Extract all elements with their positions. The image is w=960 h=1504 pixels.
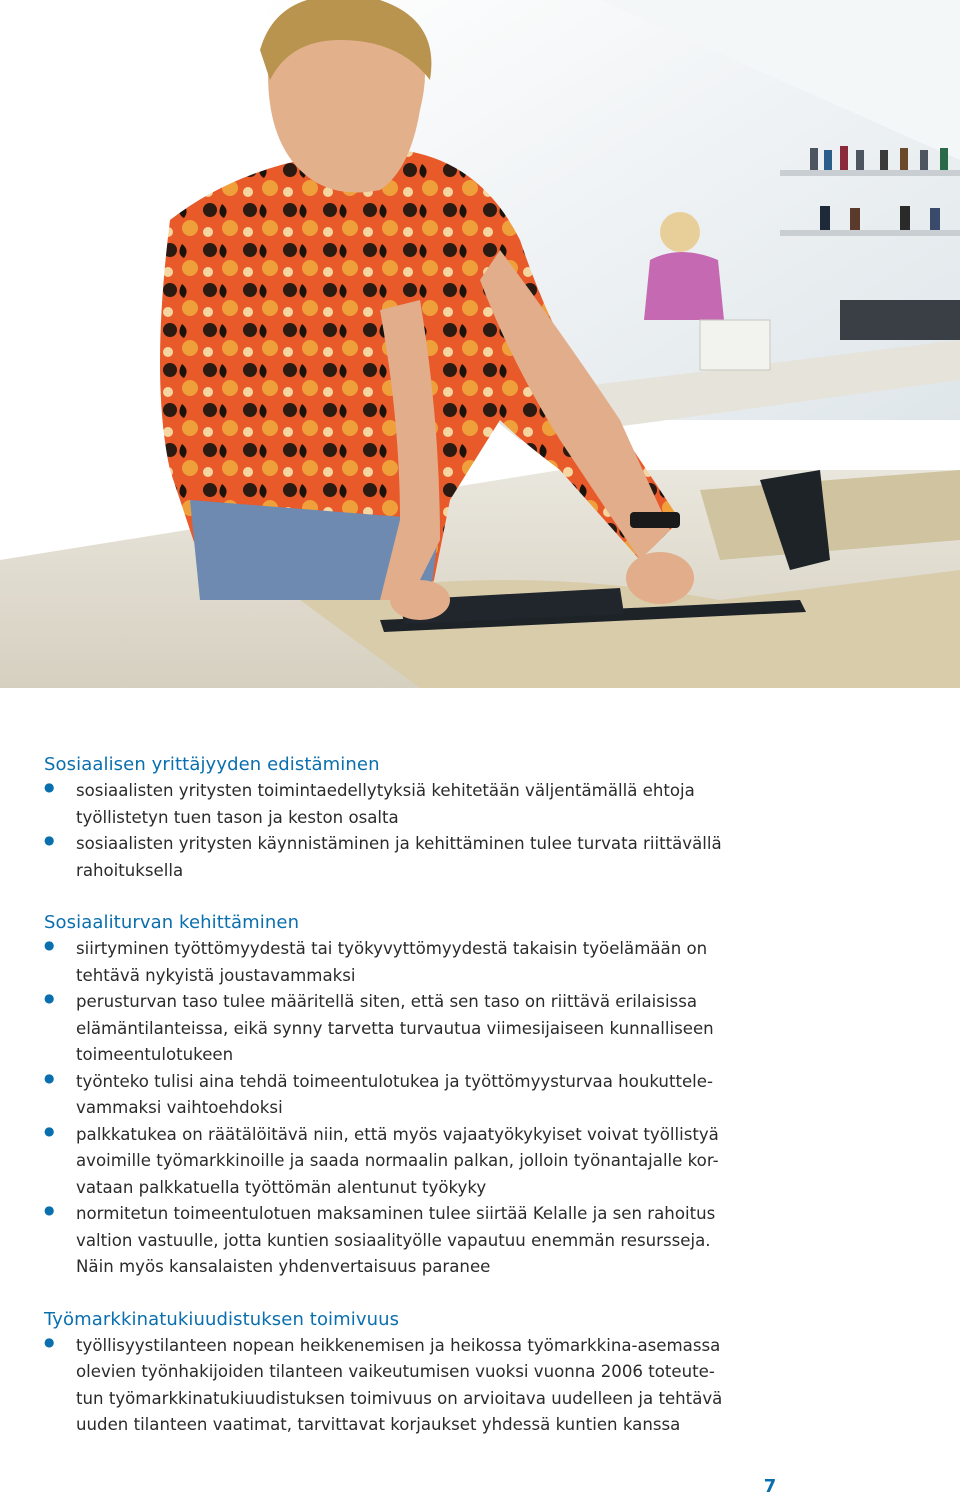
bullet-list [44,778,924,884]
list-item: ● palkkatukea on räätälöitävä niin, että myös vajaatyökykyiset voivat työllistyä avoimille työmarkkinoille ja saada normaalin palkan, jolloin työnantajalle kor- vataan palkkatuella työttömän alentunut työkyky [44,1123,719,1197]
list-item: ● työllisyystilanteen nopean heikkenemisen ja heikossa työmarkkina-asemassa olevien työnhakijoiden tilanteen vaikeutumisen vuoksi vuonna 2006 toteute- tun työmarkkinatukiuudistuksen toimivuus on arvioitava uudelleen ja tehtävä uuden tilanteen vaatimat, tarvittavat korjaukset yhdessä kuntien kanssa [44,1334,723,1434]
bullet-icon: ● [44,1070,55,1085]
section-tyomarkkinatuki [44,1307,924,1439]
bullet-icon: ● [44,1123,55,1138]
section-heading: Sosiaaliturvan kehittäminen [44,912,300,933]
section-heading: Työmarkkinatukiuudistuksen toimivuus [44,1308,400,1330]
bullet-icon: ● [44,938,55,952]
page-number: 7 [763,1476,777,1497]
bullet-icon: ● [44,1334,55,1349]
workshop-photo [0,0,960,688]
bullet-list [44,1333,924,1439]
bullet-icon: ● [44,991,55,1005]
list-item: ● sosiaalisten yritysten käynnistäminen ja kehittäminen tulee turvata riittävällä rahoituksella [44,833,722,880]
list-item: ● työnteko tulisi aina tehdä toimeentulotukea ja työttömyysturvaa houkuttele- vammaksi vaihtoehdoksi [44,1070,713,1117]
section-heading: Sosiaalisen yrittäjyyden edistäminen [44,754,380,775]
bullet-icon: ● [44,780,55,794]
list-item: ● perusturvan taso tulee määritellä siten, että sen taso on riittävä erilaisissa elämäntilanteissa, eikä synny tarvetta turvautua viimesijaiseen kunnalliseen toimeentulotukeen [44,991,714,1064]
bullet-icon: ● [44,833,55,847]
list-item: ● siirtyminen työttömyydestä tai työkyvyttömyydestä takaisin työelämään on tehtävä nykyistä joustavammaksi [44,938,708,985]
bullet-list [44,936,924,1281]
section-sosiaalinen-yrittajyys [44,752,924,884]
document-body [44,752,924,1465]
bullet-icon: ● [44,1203,55,1217]
list-item: ● normitetun toimeentulotuen maksaminen tulee siirtää Kelalle ja sen rahoitus valtion vastuulle, jotta kuntien sosiaalityölle vapautuu enemmän resursseja. Näin myös kansalaisten yhdenvertaisuus paranee [44,1203,716,1276]
section-sosiaaliturva [44,910,924,1281]
list-item: ● sosiaalisten yritysten toimintaedellytyksiä kehitetään väljentämällä ehtoja työllistetyn tuen tason ja keston osalta [44,780,695,827]
